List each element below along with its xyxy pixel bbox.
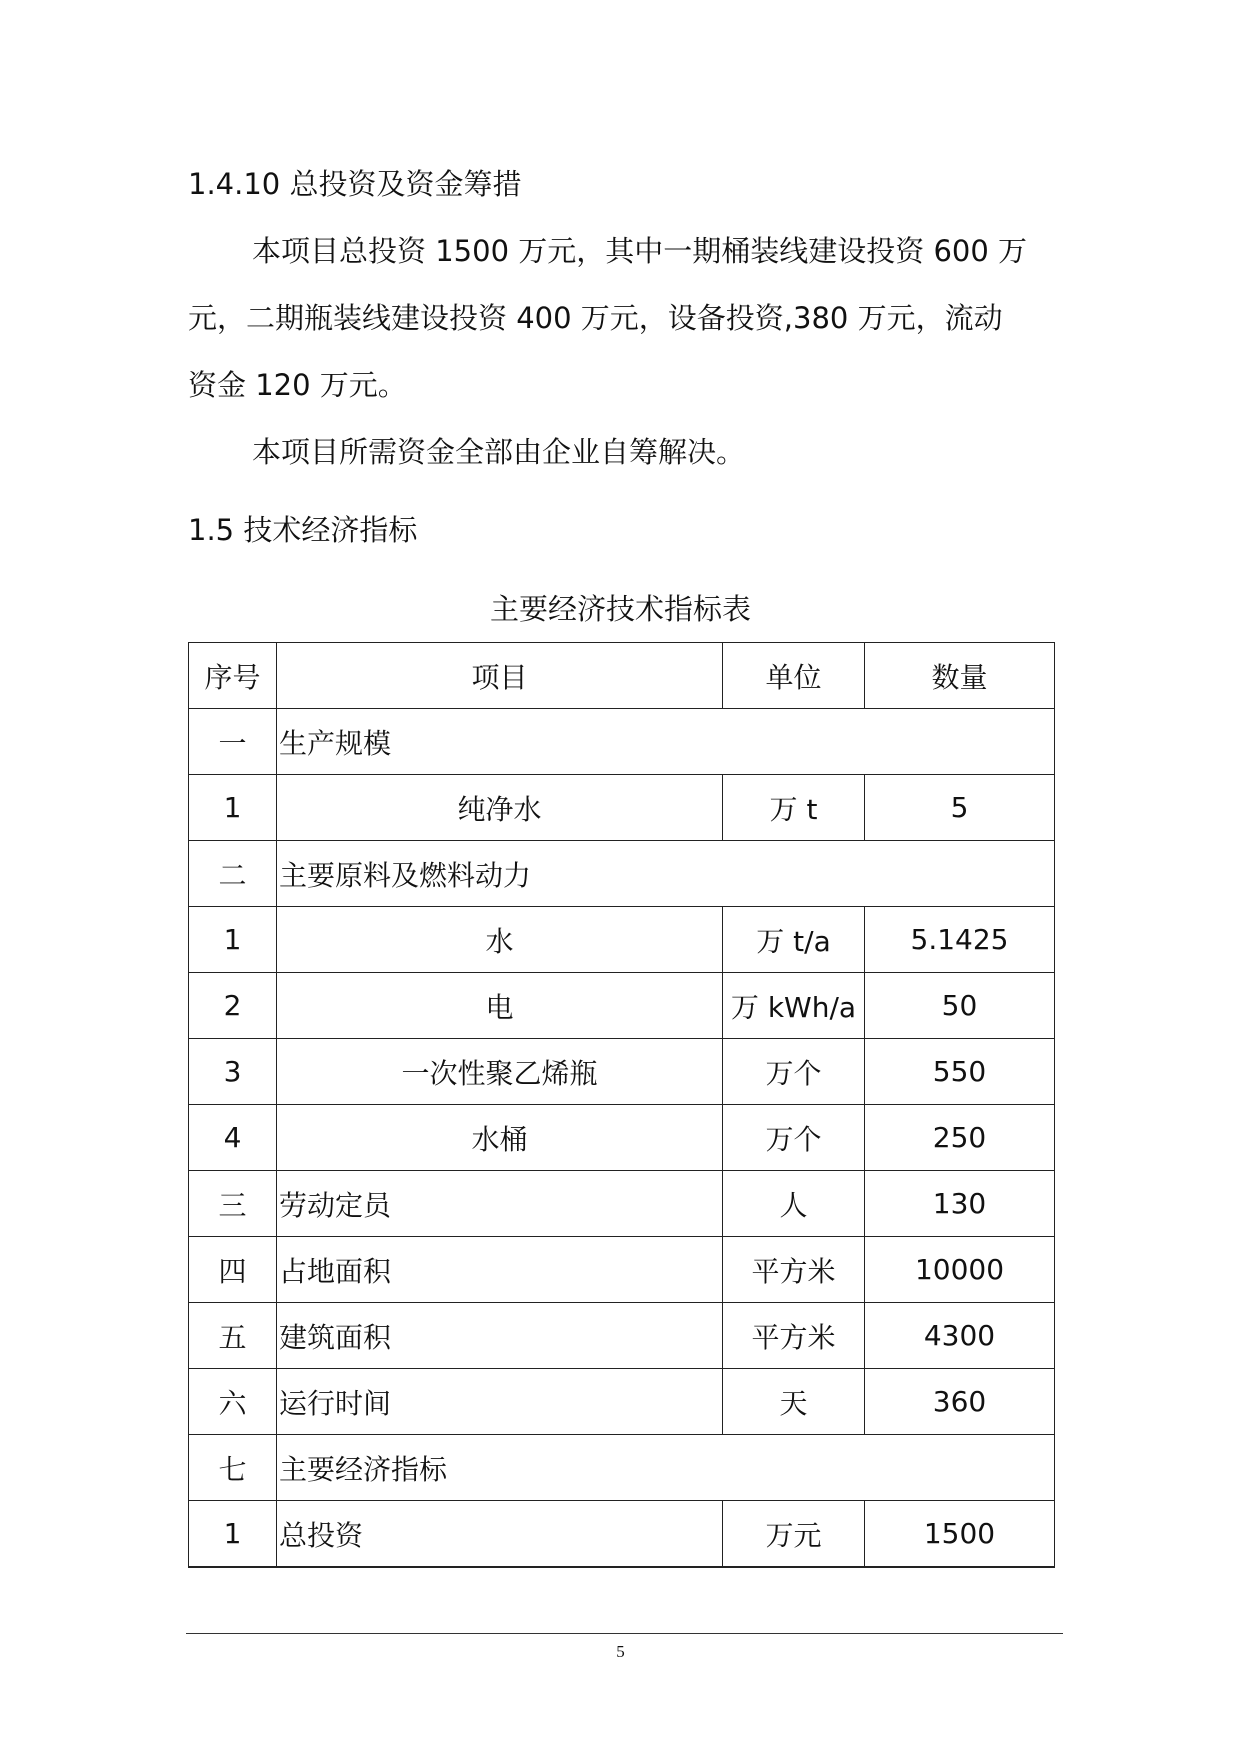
cell-unit: 天 xyxy=(723,1369,865,1435)
cell-no: 五 xyxy=(189,1303,277,1369)
paragraph-investment-line-1: 本项目总投资 1500 万元，其中一期桶装线建设投资 600 万 xyxy=(252,234,1028,268)
cell-unit: 人 xyxy=(723,1171,865,1237)
cell-quantity: 550 xyxy=(865,1039,1055,1105)
table-row xyxy=(189,1105,1055,1171)
paragraph-investment-line-2: 元，二期瓶装线建设投资 400 万元，设备投资,380 万元，流动 xyxy=(188,301,1003,335)
cell-item: 纯净水 xyxy=(277,775,723,841)
footer-divider xyxy=(186,1633,1063,1634)
cell-unit: 万 t xyxy=(723,775,865,841)
cell-no: 1 xyxy=(189,775,277,841)
table-row xyxy=(189,1303,1055,1369)
cell-item: 建筑面积 xyxy=(277,1303,723,1369)
cell-no: 2 xyxy=(189,973,277,1039)
cell-item: 电 xyxy=(277,973,723,1039)
cell-no: 七 xyxy=(189,1435,277,1501)
cell-quantity: 5 xyxy=(865,775,1055,841)
cell-no: 一 xyxy=(189,709,277,775)
cell-item: 总投资 xyxy=(277,1501,723,1568)
cell-unit: 万元 xyxy=(723,1501,865,1568)
cell-group-item: 生产规模 xyxy=(277,709,1055,775)
header-item: 项目 xyxy=(277,643,723,709)
cell-unit: 平方米 xyxy=(723,1303,865,1369)
cell-quantity: 10000 xyxy=(865,1237,1055,1303)
table-header-row xyxy=(189,643,1055,709)
table-row xyxy=(189,1435,1055,1501)
table-row xyxy=(189,1501,1055,1568)
table-row xyxy=(189,973,1055,1039)
cell-unit: 万个 xyxy=(723,1039,865,1105)
cell-no: 3 xyxy=(189,1039,277,1105)
cell-unit: 万 kWh/a xyxy=(723,973,865,1039)
table-row xyxy=(189,1039,1055,1105)
cell-unit: 万个 xyxy=(723,1105,865,1171)
cell-quantity: 250 xyxy=(865,1105,1055,1171)
cell-quantity: 5.1425 xyxy=(865,907,1055,973)
cell-item: 劳动定员 xyxy=(277,1171,723,1237)
cell-quantity: 4300 xyxy=(865,1303,1055,1369)
cell-no: 1 xyxy=(189,907,277,973)
cell-no: 二 xyxy=(189,841,277,907)
table-row xyxy=(189,1171,1055,1237)
paragraph-investment-line-3: 资金 120 万元。 xyxy=(188,368,407,402)
cell-no: 六 xyxy=(189,1369,277,1435)
cell-no: 1 xyxy=(189,1501,277,1568)
cell-no: 四 xyxy=(189,1237,277,1303)
page-number: 5 xyxy=(616,1642,625,1661)
table-row xyxy=(189,907,1055,973)
table-title: 主要经济技术指标表 xyxy=(489,592,751,626)
table-row xyxy=(189,775,1055,841)
table-row xyxy=(189,1237,1055,1303)
cell-quantity: 360 xyxy=(865,1369,1055,1435)
cell-group-item: 主要经济指标 xyxy=(277,1435,1055,1501)
cell-no: 三 xyxy=(189,1171,277,1237)
table-row xyxy=(189,1369,1055,1435)
paragraph-funding-source: 本项目所需资金全部由企业自筹解决。 xyxy=(252,435,746,469)
cell-item: 一次性聚乙烯瓶 xyxy=(277,1039,723,1105)
header-quantity: 数量 xyxy=(865,643,1055,709)
cell-no: 4 xyxy=(189,1105,277,1171)
header-no: 序号 xyxy=(189,643,277,709)
cell-item: 水 xyxy=(277,907,723,973)
cell-quantity: 1500 xyxy=(865,1501,1055,1568)
cell-quantity: 130 xyxy=(865,1171,1055,1237)
economic-indicators-table xyxy=(188,642,1055,1568)
cell-quantity: 50 xyxy=(865,973,1055,1039)
cell-item: 水桶 xyxy=(277,1105,723,1171)
table-row xyxy=(189,841,1055,907)
cell-group-item: 主要原料及燃料动力 xyxy=(277,841,1055,907)
section-heading-1-5: 1.5 技术经济指标 xyxy=(188,513,418,547)
cell-unit: 万 t/a xyxy=(723,907,865,973)
header-unit: 单位 xyxy=(723,643,865,709)
cell-item: 运行时间 xyxy=(277,1369,723,1435)
section-heading-1-4-10: 1.4.10 总投资及资金筹措 xyxy=(188,167,522,201)
cell-item: 占地面积 xyxy=(277,1237,723,1303)
table-row xyxy=(189,709,1055,775)
cell-unit: 平方米 xyxy=(723,1237,865,1303)
